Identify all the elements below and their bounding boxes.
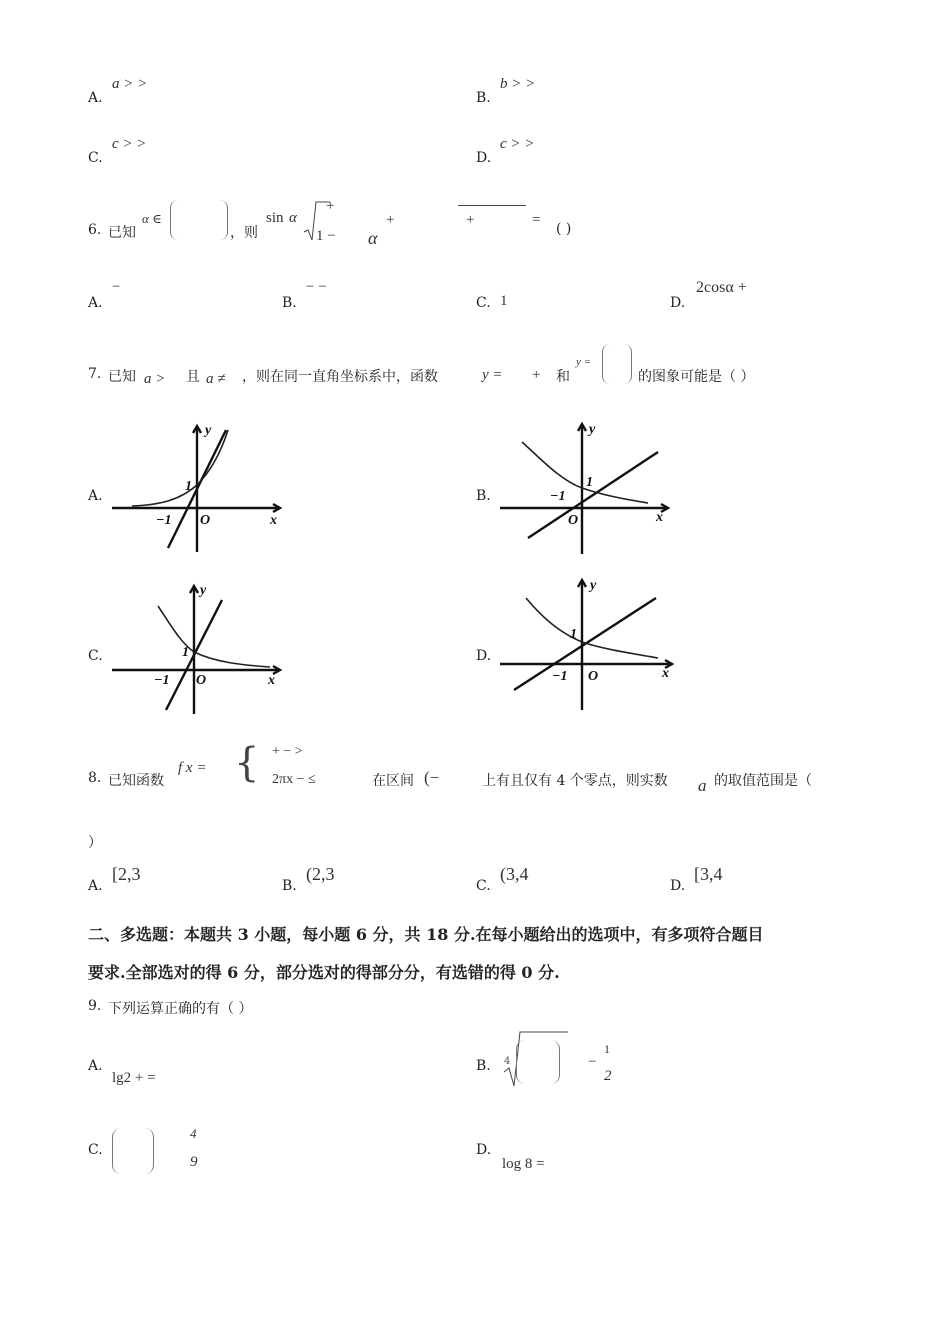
q9-option-b-rhs: − [588, 1054, 597, 1070]
section2-heading-line1: 二、多选题：本题共 3 小题，每小题 6 分，共 18 分.在每小题给出的选项中，有多项符合题目 [88, 925, 764, 944]
q8-option-b-expr: (2,3 [306, 864, 335, 884]
q6-plus-2: + [466, 212, 475, 228]
q6-option-c-label: C. [476, 295, 491, 311]
exp-curve [526, 598, 658, 658]
q5-option-a-expr: a > > [112, 76, 148, 92]
q8-interval: (− [424, 768, 440, 787]
q8-interval-text: 在区间 [372, 773, 414, 789]
q8-option-c-label: C. [476, 878, 491, 894]
origin-label: O [196, 673, 207, 688]
q7-suffix: 的图象可能是（ ） [638, 369, 755, 385]
q9-option-c-label: C. [88, 1142, 103, 1158]
q8-option-b-label: B. [282, 878, 297, 894]
q6-one-minus: 1 − [316, 228, 336, 244]
neg-one-label: −1 [156, 513, 172, 528]
q9-option-b-paren [516, 1040, 560, 1084]
y-label: y [205, 423, 212, 438]
q8-option-a-expr: [2,3 [112, 864, 141, 884]
q6-sin-alpha: α [289, 210, 297, 226]
q8-option-d-label: D. [670, 878, 686, 894]
q6-option-d-expr: 2cosα + [696, 279, 747, 296]
q7-and: 且 [186, 369, 200, 385]
q5-option-d-expr: c > > [500, 136, 535, 152]
q9-option-c-num: 4 [190, 1126, 197, 1141]
q7-graph-d [496, 576, 686, 716]
q9-option-d-label: D. [476, 1142, 492, 1158]
q8-brace: { [234, 740, 260, 786]
one-label: 1 [182, 645, 189, 660]
q7-graph-a [110, 420, 290, 560]
x-label: x [656, 510, 663, 525]
q6-option-a-label: A. [88, 295, 103, 311]
origin-label: O [588, 669, 599, 684]
q8-option-c-expr: (3,4 [500, 864, 529, 884]
q9-option-b-root-index: 4 [504, 1056, 511, 1067]
q6-sin: sin [266, 210, 284, 226]
q5-option-a-label: A. [88, 90, 103, 106]
q7-option-d-label: D. [476, 648, 492, 664]
one-label: 1 [586, 475, 593, 490]
q5-option-c-label: C. [88, 150, 103, 166]
q7-func2-paren [602, 344, 632, 384]
q7-func1: y = [482, 367, 503, 383]
origin-label: O [568, 513, 579, 528]
q6-option-a-expr: − [112, 279, 121, 295]
q8-option-d-expr: [3,4 [694, 864, 723, 884]
y-label: y [589, 422, 596, 437]
q5-option-b-label: B. [476, 90, 491, 106]
q7-and2: 和 [556, 369, 570, 385]
q7-option-b-label: B. [476, 488, 491, 504]
q7-prefix: 已知 [108, 369, 136, 385]
q8-a: a [698, 776, 707, 795]
x-label: x [662, 666, 669, 681]
q7-number: 7. [88, 366, 102, 382]
q5-option-b-expr: b > > [500, 76, 536, 92]
q5-option-d-label: D. [476, 150, 492, 166]
q6-answer-paren: ( ) [556, 221, 572, 237]
q6-then: ，则 [230, 225, 258, 241]
q9-option-a-label: A. [88, 1058, 103, 1074]
q5-option-c-expr: c > > [112, 136, 147, 152]
q7-option-c-label: C. [88, 648, 103, 664]
q9-option-b-label: B. [476, 1058, 491, 1074]
neg-one-label: −1 [552, 669, 568, 684]
q7-cond1: a > [144, 371, 166, 387]
q6-overline [458, 205, 526, 206]
y-label: y [200, 583, 207, 598]
q7-option-a-label: A. [88, 488, 103, 504]
q8-close: ） [88, 835, 102, 851]
q6-option-c-expr: 1 [500, 293, 508, 309]
one-label: 1 [185, 479, 192, 494]
x-label: x [268, 673, 275, 688]
q9-option-b-num: 1 [604, 1042, 610, 1056]
q7-plus: + [532, 367, 541, 383]
q7-func2: y = [576, 356, 592, 368]
one-label: 1 [570, 627, 577, 642]
q6-interval-paren [170, 200, 228, 240]
q6-prefix: 已知 [108, 225, 136, 241]
q9-option-b-den: 2 [604, 1068, 612, 1084]
section2-heading-line2: 要求.全部选对的得 6 分，部分选对的得部分分，有选错的得 0 分. [88, 963, 560, 982]
q7-graph-c [110, 580, 290, 720]
q8-suffix2: 的取值范围是（ [714, 773, 812, 789]
q7-cond2: a ≠ [206, 371, 226, 387]
q7-middle: ，则在同一直角坐标系中，函数 [242, 369, 438, 385]
q8-prefix: 已知函数 [108, 773, 164, 789]
q8-suffix: 上有且仅有 4 个零点，则实数 [482, 773, 668, 789]
q6-alpha-2: α [368, 228, 378, 248]
exp-curve [132, 430, 228, 506]
q9-option-c-paren [112, 1128, 154, 1174]
origin-label: O [200, 513, 211, 528]
q8-case2: 2πx − ≤ [272, 772, 316, 787]
neg-one-label: −1 [550, 489, 566, 504]
q6-equals: = [532, 212, 541, 228]
q6-option-d-label: D. [670, 295, 686, 311]
q9-option-d-expr: log 8 = [502, 1156, 545, 1172]
neg-one-label: −1 [154, 673, 170, 688]
q9-number: 9. [88, 998, 102, 1014]
line [514, 598, 656, 690]
q6-plus: + [386, 212, 395, 228]
q8-case1: + − > [272, 744, 303, 759]
q9-option-a-expr: lg2 + = [112, 1070, 156, 1086]
q9-text: 下列运算正确的有（ ） [108, 1001, 253, 1017]
q6-alpha-in: α ∈ [142, 211, 162, 226]
q7-graph-b [490, 420, 680, 560]
q6-option-b-label: B. [282, 295, 297, 311]
q6-option-b-expr: − − [306, 279, 327, 295]
q6-sqrt-plus: + [326, 198, 335, 214]
y-label: y [590, 578, 597, 593]
x-label: x [270, 513, 277, 528]
q6-number: 6. [88, 222, 102, 238]
q8-number: 8. [88, 770, 102, 786]
q8-fx: f x = [178, 760, 207, 776]
q9-option-c-den: 9 [190, 1154, 198, 1170]
q8-option-a-label: A. [88, 878, 103, 894]
